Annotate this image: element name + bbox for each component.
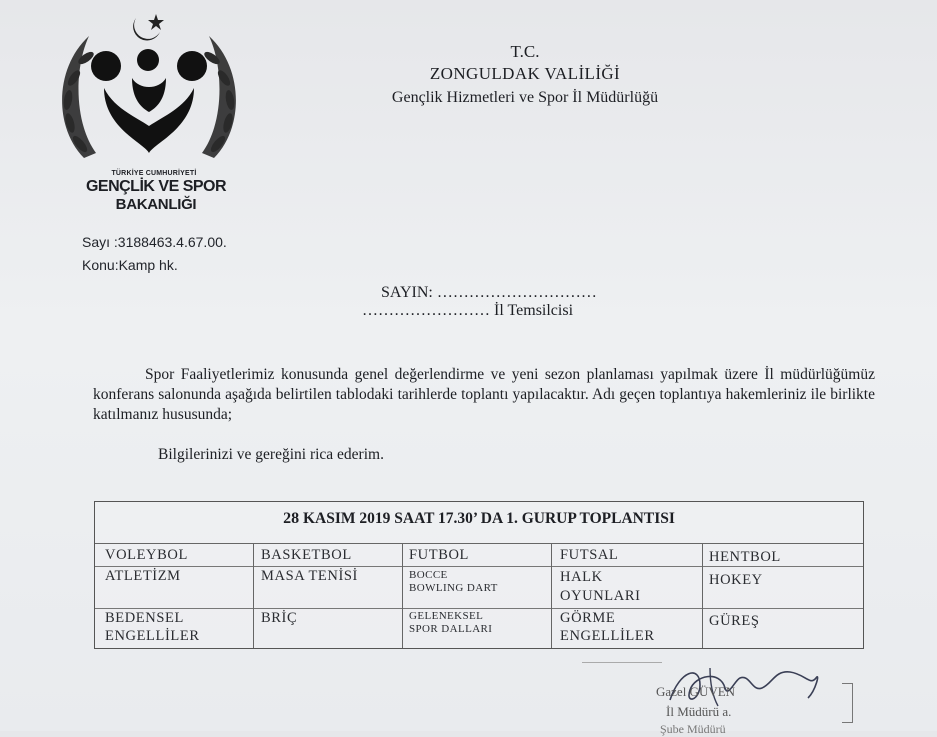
table-title-text: KASIM 2019 SAAT 17.30’ DA 1. GURUP TOPLANTISI	[299, 510, 675, 527]
table-cell: BASKETBOL	[261, 547, 352, 563]
header-tc: T.C.	[510, 42, 540, 61]
table-divider	[95, 608, 863, 609]
table-cell: HENTBOL	[709, 549, 781, 565]
table-title-day: 28	[283, 510, 300, 527]
table-cell: BOCCE BOWLING DART	[409, 569, 498, 594]
schedule-table	[94, 501, 864, 649]
table-cell: GELENEKSEL SPOR DALLARI	[409, 610, 493, 635]
body-paragraph	[93, 365, 875, 425]
table-divider	[253, 543, 254, 648]
table-divider	[402, 543, 403, 648]
body-paragraph-text: Spor Faaliyetlerimiz konusunda genel değerlendirme ve yeni sezon planlaması yapılmak üzere İl müdürlüğümüz konferans salonunda aşağıda belirtilen tablodaki tarihlerde toplantı yapılacaktır. Adı geçen toplantıya hakemleriniz ile birlikte katılmanız hususunda;	[93, 366, 875, 423]
table-title	[95, 502, 863, 544]
reference-number: Sayı :3188463.4.67.00.	[82, 234, 227, 250]
table-cell: BRİÇ	[261, 610, 298, 626]
table-cell: MASA TENİSİ	[261, 568, 358, 584]
reference-subject: Konu:Kamp hk.	[82, 257, 178, 273]
table-cell: GÜREŞ	[709, 613, 760, 629]
table-divider	[95, 566, 863, 567]
table-cell: ATLETİZM	[105, 568, 181, 584]
table-cell: VOLEYBOL	[105, 547, 188, 563]
closing-line: Bilgilerinizi ve gereğini rica ederim.	[158, 446, 384, 463]
ministry-emblem	[44, 8, 254, 218]
table-cell: FUTSAL	[560, 547, 619, 563]
signatory-role: İl Müdürü a.	[666, 704, 732, 719]
signatory-role-secondary: Şube Müdürü	[660, 722, 726, 736]
header-directorate: Gençlik Hizmetleri ve Spor İl Müdürlüğü	[391, 89, 659, 106]
signatory-name: Gazel GÜVEN	[656, 684, 736, 699]
table-cell: HALK OYUNLARI	[560, 569, 641, 604]
table-cell: GÖRME ENGELLİLER	[560, 610, 655, 644]
table-cell: BEDENSEL ENGELLİLER	[105, 610, 200, 644]
table-cell: HOKEY	[709, 572, 763, 588]
emblem-caption-main: GENÇLİK VE SPOR	[85, 178, 227, 195]
header-governorship: ZONGULDAK VALİLİĞİ	[429, 64, 621, 83]
table-cell: FUTBOL	[409, 547, 469, 563]
signature-bracket	[842, 683, 853, 723]
emblem-caption-bottom: BAKANLIĞI	[115, 196, 197, 213]
addressee-line: SAYIN: …………………………	[381, 284, 597, 301]
table-divider	[551, 543, 552, 648]
addressee-representative: …………………… İl Temsilcisi	[362, 302, 574, 319]
table-divider	[702, 543, 703, 648]
emblem-caption-top: TÜRKİYE CUMHURİYETİ	[111, 170, 197, 177]
